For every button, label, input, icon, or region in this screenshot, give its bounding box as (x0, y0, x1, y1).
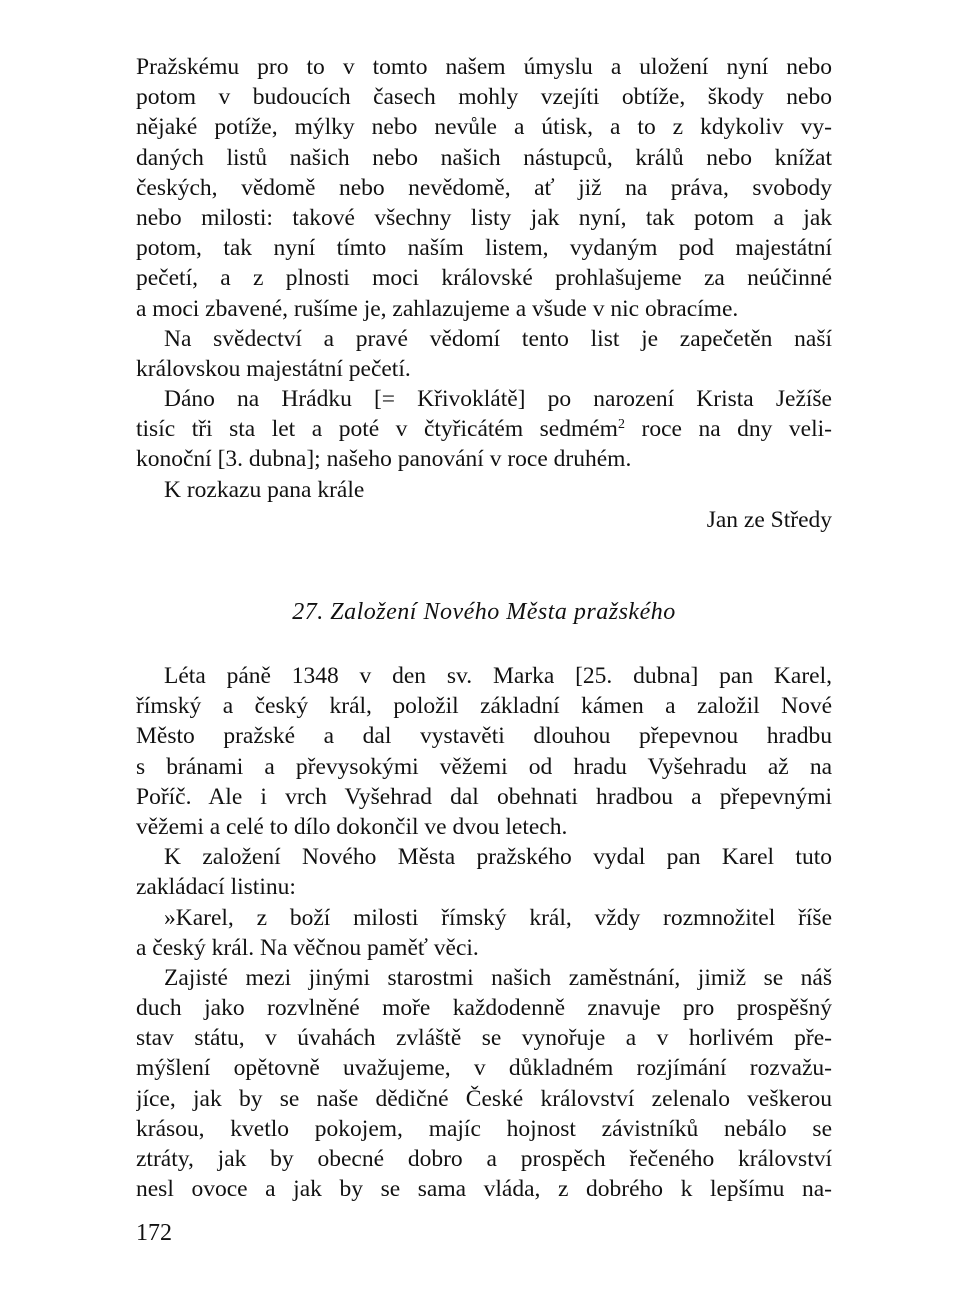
text-line: českých, vědomě nebo nevědomě, ať již na práva, svobody (136, 174, 832, 201)
text-line: nesl ovoce a jak by se sama vláda, z dobrého k lepšímu na- (136, 1176, 832, 1203)
text-line: Zajisté mezi jinými starostmi našich zaměstnání, jimiž se náš (164, 964, 832, 991)
text-line: krásou, kvetlo pokojem, majíc hojnost závistníků nebálo se (136, 1115, 832, 1142)
paragraph (136, 963, 832, 1205)
text-line: a český král. Na věčnou paměť věci. (136, 934, 479, 961)
section-heading: 27. Založení Nového Města pražského (292, 599, 676, 625)
text-fragment: roce na dny veli- (624, 416, 832, 443)
text-line: ztráty, jak by obecné dobro a prospěch řečeného království (136, 1146, 832, 1172)
text-line: s bránami a převysokými věžemi od hradu Vyšehradu až na (136, 753, 832, 780)
paragraph (136, 842, 832, 902)
text-line: zakládací listinu: (136, 874, 296, 901)
text-line: královskou majestátní pečetí. (136, 355, 411, 382)
text-line: Dáno na Hrádku [= Křivoklátě] po narození Krista Ježíše (164, 386, 832, 413)
text-line: Na svědectví a pravé vědomí tento list je zapečetěn naší (164, 325, 832, 352)
text-line: věžemi a celé to dílo dokončil ve dvou letech. (136, 813, 568, 840)
text-line: Léta páně 1348 v den sv. Marka [25. dubna] pan Karel, (164, 663, 832, 689)
paragraph (136, 52, 832, 324)
text-line (136, 414, 832, 444)
text-line: K založení Nového Města pražského vydal pan Karel tuto (164, 844, 832, 871)
text-line: nějaké potíže, mýlky nebo nevůle a útisk, a to z kdykoliv vy- (136, 114, 832, 141)
text-line: a moci zbavené, rušíme je, zahlazujeme a všude v nic obracíme. (136, 295, 739, 322)
page-number: 172 (136, 1220, 172, 1246)
text-line: mýšlení opětovně uvažujeme, v důkladném rozjímání rozvažu- (136, 1055, 832, 1082)
text-line: pečetí, a z plnosti moci královské prohlašujeme za neúčinné (136, 265, 832, 292)
text-line: římský a český král, položil základní kámen a založil Nové (136, 693, 832, 720)
text-line: jíce, jak by se naše dědičné České království zelenalo veškerou (136, 1085, 832, 1112)
text-line: potom v budoucích časech mohly vzejíti obtíže, škody nebo (136, 84, 832, 111)
text-line: daných listů našich nebo našich nástupců, králů nebo knížat (136, 144, 832, 171)
paragraph (136, 661, 832, 842)
command-line: K rozkazu pana krále (164, 476, 365, 503)
page-body (136, 52, 832, 1204)
text-fragment: tisíc tři sta let a poté v čtyřicátém sedmém (136, 416, 618, 443)
text-line: duch jako rozvlněné moře každodenně znavuje pro prospěšný (136, 995, 832, 1022)
dated-paragraph (136, 384, 832, 475)
text-line: Poříč. Ale i vrch Vyšehrad dal obehnati hradbou a přepevnými (136, 783, 832, 810)
text-line: Pražskému pro to v tomto našem úmyslu a uložení nyní nebo (136, 54, 832, 80)
text-line: »Karel, z boží milosti římský král, vždy rozmnožitel říše (164, 904, 832, 931)
text-line: Město pražské a dal vystavěti dlouhou přepevnou hradbu (136, 723, 832, 750)
signature: Jan ze Středy (706, 506, 832, 533)
text-line: konoční [3. dubna]; našeho panování v roce druhém. (136, 446, 632, 473)
text-line: nebo milosti: takové všechny listy jak nyní, tak potom a jak (136, 204, 832, 231)
footnote-mark: 2 (617, 417, 625, 433)
text-line: potom, tak nyní tímto naším listem, vydaným pod majestátní (136, 235, 832, 262)
text-line: stav státu, v úvahách zvláště se vynořuje a v horlivém pře- (136, 1025, 832, 1052)
paragraph (136, 324, 832, 384)
paragraph (136, 903, 832, 963)
